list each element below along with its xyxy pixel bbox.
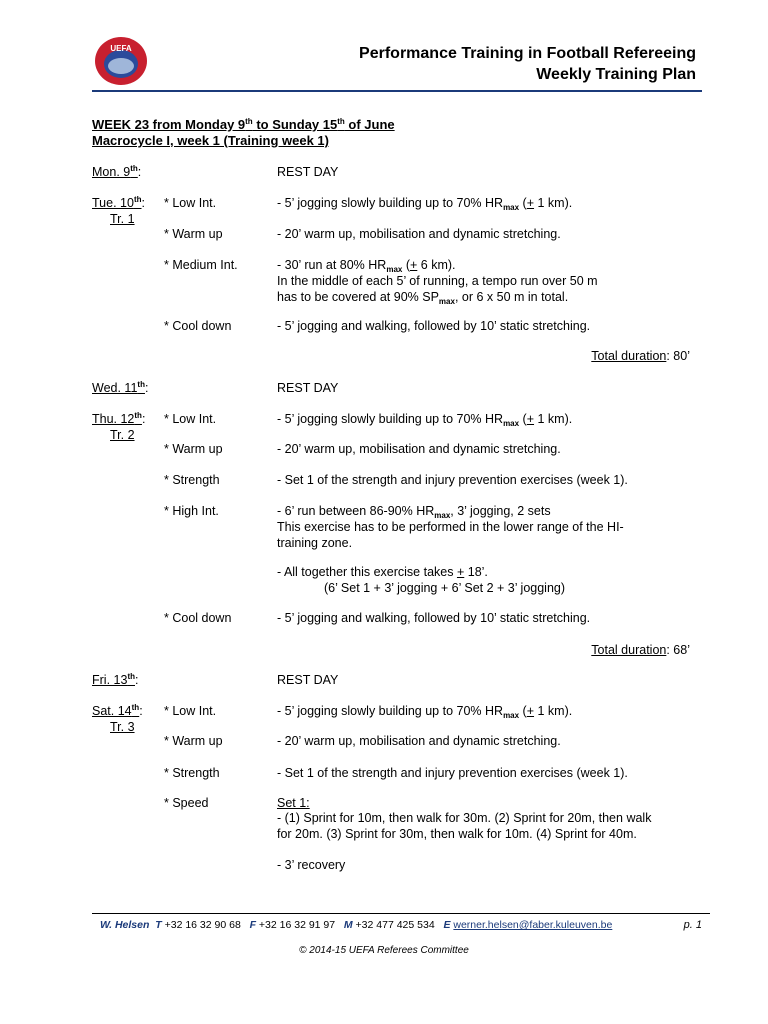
tuesday-warm-up-label: * Warm up xyxy=(164,227,223,241)
thursday-high-int-label: * High Int. xyxy=(164,504,219,518)
day-tuesday: Tue. 10th: xyxy=(92,195,145,210)
uefa-logo xyxy=(94,36,148,86)
tuesday-warm-up-desc: - 20’ warm up, mobilisation and dynamic stretching. xyxy=(277,227,561,241)
tuesday-cool-down-desc: - 5’ jogging and walking, followed by 10’ static stretching. xyxy=(277,319,591,333)
saturday-warm-up-desc: - 20’ warm up, mobilisation and dynamic stretching. xyxy=(277,734,561,748)
saturday-speed-label: * Speed xyxy=(164,796,209,810)
saturday-low-int-desc: - 5’ jogging slowly building up to 70% $HR_{max}$ (+ 1 km). xyxy=(277,704,573,720)
week-heading: WEEK 23 from Monday 9th to Sunday 15th of June xyxy=(92,117,395,132)
monday-rest: REST DAY xyxy=(277,165,339,179)
document-subtitle: Weekly Training Plan xyxy=(536,66,696,83)
macrocycle-heading: Macrocycle I, week 1 (Training week 1) xyxy=(92,133,329,148)
saturday-recovery: - 3’ recovery xyxy=(277,858,346,872)
thursday-training-number: Tr. 2 xyxy=(110,428,135,442)
copyright: © 2014-15 UEFA Referees Committee xyxy=(299,945,469,956)
thursday-warm-up-desc: - 20’ warm up, mobilisation and dynamic stretching. xyxy=(277,442,561,456)
thursday-low-int-label: * Low Int. xyxy=(164,412,217,426)
day-wednesday: Wed. 11th: xyxy=(92,380,149,395)
saturday-low-int-label: * Low Int. xyxy=(164,704,217,718)
footer-contact: W. Helsen T +32 16 32 90 68 F +32 16 32 91 97 M +32 477 425 534 E werner.helsen@faber.kuleuven.be xyxy=(100,919,613,931)
saturday-warm-up-label: * Warm up xyxy=(164,734,223,748)
thursday-total-duration: Total duration: 68’ xyxy=(591,643,690,657)
footer-email-link[interactable]: werner.helsen@faber.kuleuven.be xyxy=(453,919,613,931)
thursday-low-int-desc: - 5’ jogging slowly building up to 70% $HR_{max}$ (+ 1 km). xyxy=(277,412,573,428)
friday-rest: REST DAY xyxy=(277,673,339,687)
thursday-cool-down-desc: - 5’ jogging and walking, followed by 10’ static stretching. xyxy=(277,611,591,625)
thursday-high-int-line3: training zone. xyxy=(277,536,353,550)
thursday-strength-desc: - Set 1 of the strength and injury prevention exercises (week 1). xyxy=(277,473,628,487)
tuesday-low-int-desc: - 5’ jogging slowly building up to 70% $HR_{max}$ (+ 1 km). xyxy=(277,196,573,212)
tuesday-medium-int-desc: - 30’ run at 80% $HR_{max}$ (+ 6 km). xyxy=(277,258,456,274)
thursday-strength-label: * Strength xyxy=(164,473,220,487)
saturday-training-number: Tr. 3 xyxy=(110,720,135,734)
tuesday-cool-down-label: * Cool down xyxy=(164,319,232,333)
header-rule xyxy=(92,90,702,92)
thursday-all-together-detail: (6’ Set 1 + 3’ jogging + 6’ Set 2 + 3’ jogging) xyxy=(324,581,566,595)
day-monday: Mon. 9th: xyxy=(92,164,142,179)
footer-fax: +32 16 32 91 97 xyxy=(258,919,336,931)
saturday-set-label: Set 1: xyxy=(277,796,310,810)
footer-mobile: +32 477 425 534 xyxy=(355,919,435,931)
footer-rule xyxy=(92,913,710,914)
thursday-high-int-line2: This exercise has to be performed in the lower range of the HI- xyxy=(277,520,624,534)
saturday-strength-desc: - Set 1 of the strength and injury prevention exercises (week 1). xyxy=(277,766,628,780)
tuesday-medium-int-label: * Medium Int. xyxy=(164,258,238,272)
saturday-strength-label: * Strength xyxy=(164,766,220,780)
tuesday-low-int-label: * Low Int. xyxy=(164,196,217,210)
saturday-speed-line1: - (1) Sprint for 10m, then walk for 30m. (2) Sprint for 20m, then walk xyxy=(277,811,652,825)
footer-phone: +32 16 32 90 68 xyxy=(164,919,241,931)
logo-text: UEFA xyxy=(110,44,132,53)
page-number: p. 1 xyxy=(683,919,702,931)
thursday-cool-down-label: * Cool down xyxy=(164,611,232,625)
day-saturday: Sat. 14th: xyxy=(92,703,143,718)
document-title: Performance Training in Football Refereeing xyxy=(359,45,696,62)
tuesday-medium-int-line3: has to be covered at 90% $SP_{max}$, or 6 x 50 m in total. xyxy=(277,290,569,306)
thursday-high-int-desc: - 6’ run between 86-90% $HR_{max}$, 3’ jogging, 2 sets xyxy=(277,504,551,520)
saturday-speed-line2: for 20m. (3) Sprint for 30m, then walk for 10m. (4) Sprint for 40m. xyxy=(277,827,637,841)
day-thursday: Thu. 12th: xyxy=(92,411,146,426)
tuesday-medium-int-line2: In the middle of each 5’ of running, a tempo run over 50 m xyxy=(277,274,598,288)
day-friday: Fri. 13th: xyxy=(92,672,139,687)
thursday-all-together: - All together this exercise takes + 18’. xyxy=(277,565,488,579)
tuesday-training-number: Tr. 1 xyxy=(110,212,135,226)
footer-name: W. Helsen xyxy=(100,919,150,931)
tuesday-total-duration: Total duration: 80’ xyxy=(591,349,690,363)
thursday-warm-up-label: * Warm up xyxy=(164,442,223,456)
wednesday-rest: REST DAY xyxy=(277,381,339,395)
